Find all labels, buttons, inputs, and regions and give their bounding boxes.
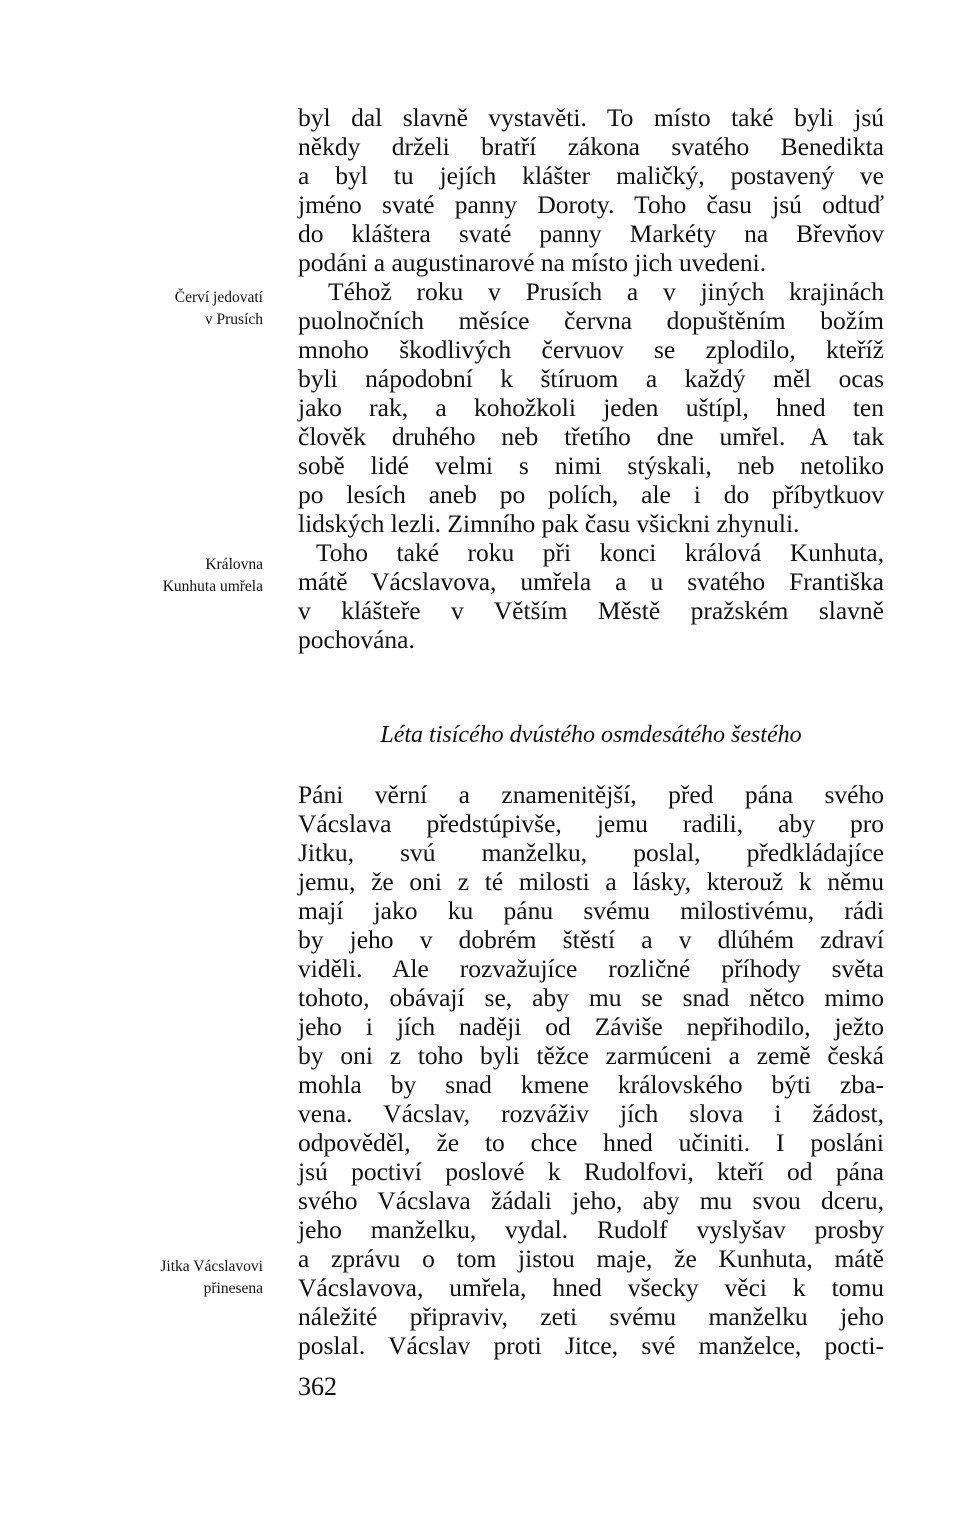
margin-note-jitka [113,1256,263,1300]
margin-note-line: Královna [205,556,263,573]
margin-note-line: Červí jedovatí [174,289,263,306]
text-line: byli nápodobní k štíruom a každý měl ocas [298,364,884,393]
text-line: viděli. Ale rozvažujíce rozličné příhody světa [298,954,884,983]
text-line: Páni věrní a znamenitější, před pána svého [298,780,884,809]
text-line: a byl tu jejích klášter maličký, postavený ve [298,161,884,190]
text-line: mátě Vácslavova, umřela a u svatého Františka [298,567,884,596]
text-line: do kláštera svaté panny Markéty na Břevňov [298,219,884,248]
section-heading: Léta tisícého dvústého osmdesátého šestého [380,722,802,748]
text-line: náležité připraviv, zeti svému manželku jeho [298,1302,884,1331]
text-line: podáni a augustinarové na místo jich uvedeni. [298,248,767,277]
margin-note-worms [113,287,263,331]
text-line: tohoto, obávají se, aby mu se snad nětco mimo [298,983,884,1012]
margin-note-queen [113,554,263,598]
margin-note-line: v Prusích [204,311,263,328]
text-line: Vácslava předstúpivše, jemu radili, aby pro [298,809,884,838]
text-line: svého Vácslava žádali jeho, aby mu svou dceru, [298,1186,884,1215]
text-line: sobě lidé velmi s nimi stýskali, neb netoliko [298,451,884,480]
text-line: lidských lezli. Zimního pak času všickni zhynuli. [298,509,800,538]
text-line: po lesích aneb po polích, ale i do příbytkuov [298,480,884,509]
text-line: jsú poctiví poslové k Rudolfovi, kteří od pána [298,1157,884,1186]
text-line: mohla by snad kmene královského býti zba- [298,1070,884,1099]
text-line: by jeho v dobrém štěstí a v dlúhém zdraví [298,925,884,954]
text-line: jeho manželku, vydal. Rudolf vyslyšav prosby [298,1215,884,1244]
margin-note-line: Kunhuta umřela [162,578,263,595]
text-line: Toho také roku při konci králová Kunhuta, [316,538,884,567]
text-line: a zprávu o tom jistou maje, že Kunhuta, mátě [298,1244,884,1273]
text-line: Téhož roku v Prusích a v jiných krajinách [328,277,884,306]
text-line: jemu, že oni z té milosti a lásky, kterouž k němu [298,867,884,896]
page-number: 362 [298,1372,337,1401]
text-line: v klášteře v Větším Městě pražském slavně [298,596,884,625]
text-line: by oni z toho byli těžce zarmúceni a země česká [298,1041,884,1070]
text-line: někdy drželi bratří zákona svatého Benedikta [298,132,884,161]
text-line: pochována. [298,625,415,654]
text-line: odpověděl, že to chce hned učiniti. I posláni [298,1128,884,1157]
margin-note-line: přinesena [203,1280,263,1297]
text-line: jako rak, a kohožkoli jeden uštípl, hned ten [298,393,884,422]
margin-note-line: Jitka Vácslavovi [160,1258,263,1275]
text-line: mají jako ku pánu svému milostivému, rádi [298,896,884,925]
text-line: Jitku, svú manželku, poslal, předkládajíce [298,838,884,867]
text-line: jeho i jích naději od Záviše nepřihodilo, ježto [298,1012,884,1041]
text-line: puolnočních měsíce června dopuštěním božím [298,306,884,335]
text-line: Vácslavova, umřela, hned všecky věci k tomu [298,1273,884,1302]
text-line: poslal. Vácslav proti Jitce, své manželce, pocti- [298,1331,884,1360]
text-line: mnoho škodlivých červuov se zplodilo, kteříž [298,335,884,364]
text-line: byl dal slavně vystavěti. To místo také byli jsú [298,103,884,132]
text-line: vena. Vácslav, rozváživ jích slova i žádost, [298,1099,884,1128]
text-line: člověk druhého neb třetího dne umřel. A tak [298,422,884,451]
text-line: jméno svaté panny Doroty. Toho času jsú odtuď [298,190,884,219]
